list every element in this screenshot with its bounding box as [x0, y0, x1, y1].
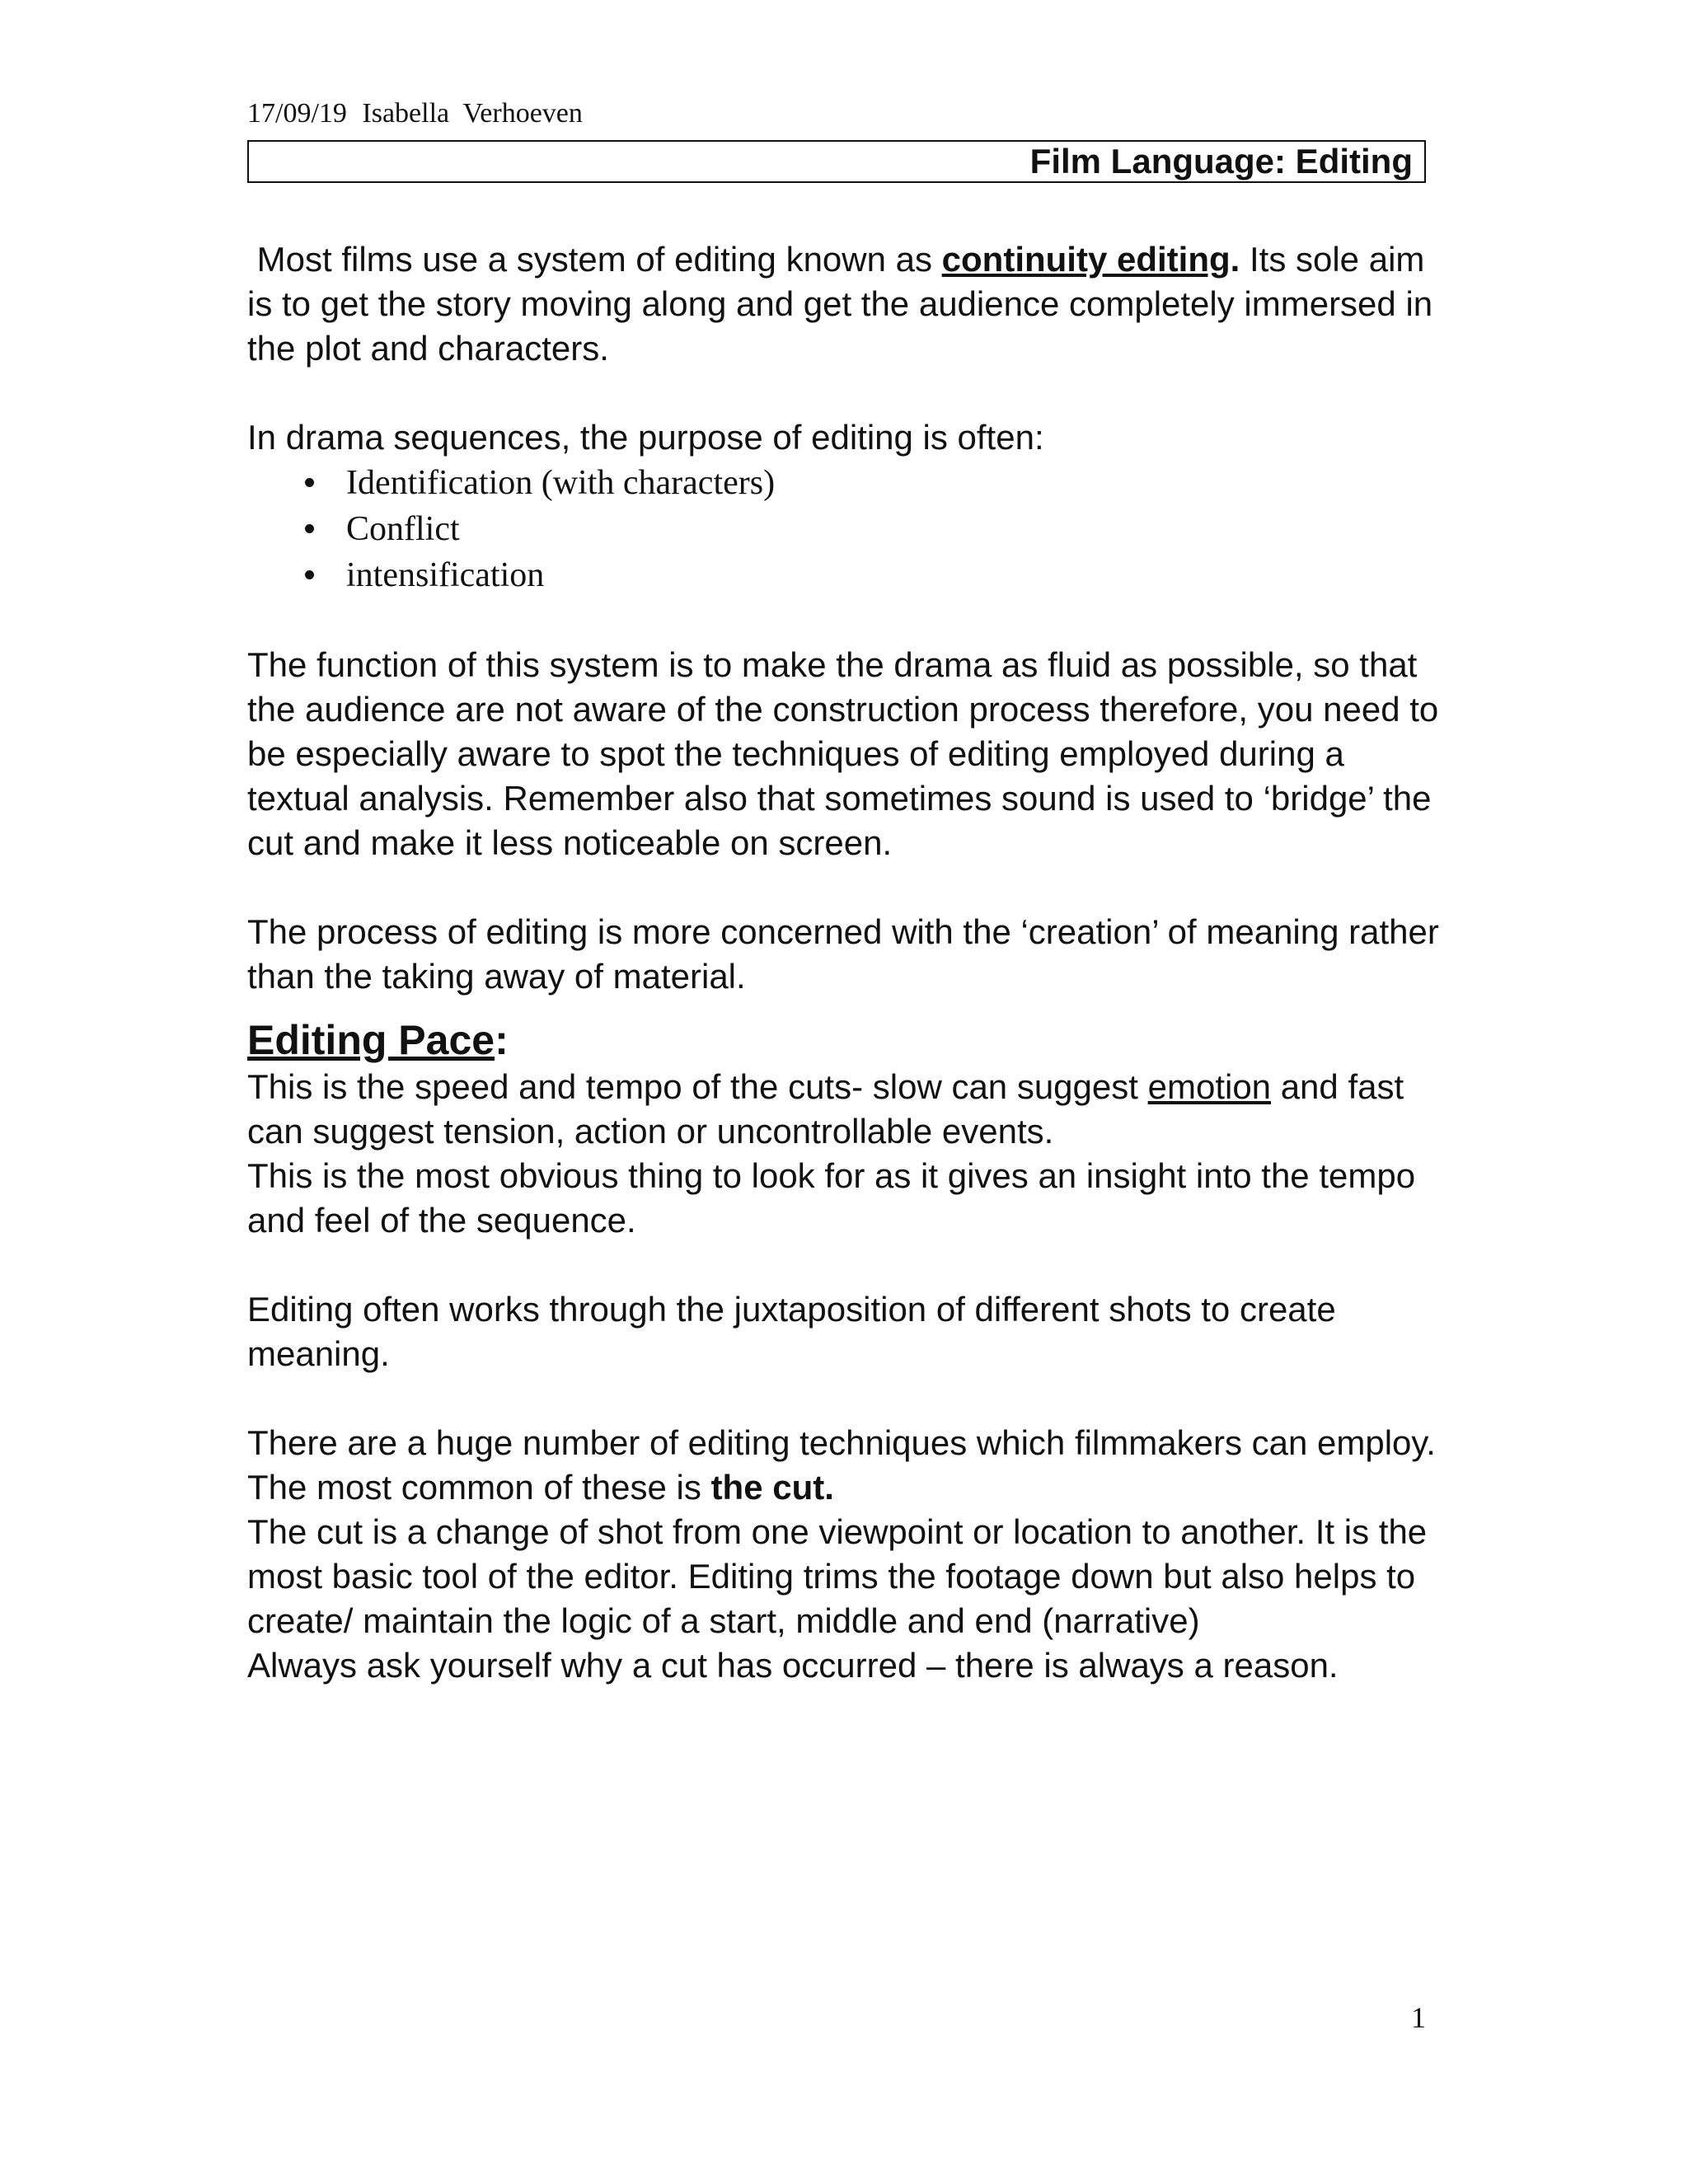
pace-paragraph-2: This is the most obvious thing to look for as it gives an insight into the tempo and feel of the sequence.: [247, 1156, 1416, 1240]
cut-reason-paragraph: Always ask yourself why a cut has occurred – there is always a reason.: [247, 1646, 1339, 1685]
juxtaposition-paragraph: Editing often works through the juxtaposition of different shots to create meaning.: [247, 1290, 1336, 1373]
list-item: Conflict: [247, 506, 1442, 552]
document-title-box: [247, 140, 1426, 183]
list-item: intensification: [247, 552, 1442, 598]
process-paragraph: The process of editing is more concerned with the ‘creation’ of meaning rather than the taking away of material.: [247, 912, 1439, 996]
editing-pace-heading: Editing Pace:: [247, 1017, 509, 1063]
document-body: [247, 237, 1442, 1688]
list-item: Identification (with characters): [247, 460, 1442, 506]
most-common-line: The most common of these is the cut.: [247, 1468, 834, 1507]
the-cut-term: the cut.: [710, 1468, 834, 1507]
continuity-editing-term: continuity editing: [941, 240, 1231, 279]
bullet-icon: [305, 478, 314, 487]
function-paragraph: The function of this system is to make the drama as fluid as possible, so that the audience are not aware of the construction process therefore, you need to be especially aware to spot the techniques of editing employed during a textual analysis. Remember also that sometimes sound is used to ‘bridge’ the cut and make it less noticeable on screen.: [247, 645, 1439, 862]
intro-text-before: Most films use a system of editing known as: [247, 240, 942, 279]
cut-definition-paragraph: The cut is a change of shot from one viewpoint or location to another. It is the most basic tool of the editor. Editing trims the footage down but also helps to create/ maintain the logic of a start, middle and end (narrative): [247, 1512, 1428, 1640]
header-author: Isabella Verhoeven: [362, 98, 583, 129]
intro-term-period: .: [1230, 240, 1240, 279]
bullet-icon: [305, 524, 314, 533]
drama-lead: In drama sequences, the purpose of editing is often:: [247, 418, 1044, 457]
pace-paragraph-1: This is the speed and tempo of the cuts- slow can suggest emotion and fast can suggest tension, action or uncontrollable events.: [247, 1067, 1404, 1151]
document-title: Film Language: Editing: [1029, 142, 1413, 180]
emotion-term: emotion: [1147, 1067, 1272, 1106]
page-number: 1: [1411, 2001, 1426, 2034]
intro-text-after: Its sole aim is to get the story moving along and get the audience completely immersed in the plot and characters.: [247, 240, 1442, 368]
header-date: 17/09/19: [247, 98, 347, 129]
techniques-paragraph: There are a huge number of editing techniques which filmmakers can employ.: [247, 1423, 1436, 1462]
intro-paragraph: [247, 237, 1442, 371]
drama-purpose-list: [247, 460, 1442, 598]
bullet-icon: [305, 570, 314, 579]
header-line: [247, 97, 583, 130]
